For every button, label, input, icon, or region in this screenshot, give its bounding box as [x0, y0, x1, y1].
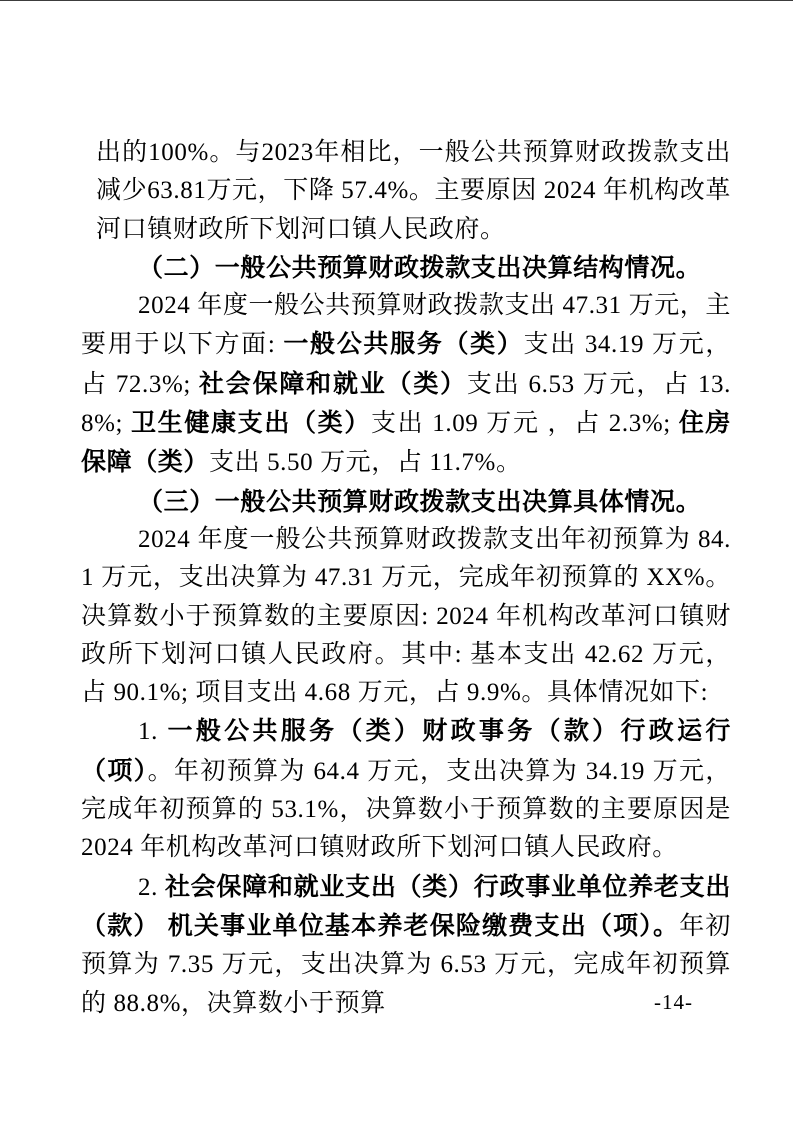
page-number: -14-	[654, 990, 693, 1014]
page-top-edge	[0, 0, 793, 1]
heading-section-2	[81, 249, 731, 287]
text-run: 支出 34.19 万元，占 72.3%;	[81, 331, 731, 398]
bold-text-run: 一般公共服务（类）	[283, 330, 524, 359]
bold-text-run: 卫生健康支出（类）	[131, 409, 371, 438]
para-item-2-social-security-employment	[81, 868, 731, 1023]
para-item-1-general-public-services	[81, 712, 731, 867]
text-run: 支出 1.09 万元 ，占 2.3%;	[371, 410, 679, 438]
para-expenditure-structure	[81, 287, 731, 482]
text-run: 支出 6.53 万元，占 13.8%;	[81, 370, 731, 438]
text-run: 1.	[138, 718, 168, 746]
text-run: 2024 年度一般公共预算财政拨款支出年初预算为 84.1 万元，支出决算为 47.31 万元，完成年初预算的 XX%。决算数小于预算数的主要原因: 2024 年机构改革河口镇财政所下划河口镇人民政府。其中: 基本支出 42.62 万元，占 90.1%; 项目支出 4.68 万元，占 9.9%。具体情况如下:	[81, 525, 731, 707]
bold-text-run: （三）一般公共预算财政拨款支出决算具体情况。	[138, 487, 702, 516]
para-prev-page-continuation	[96, 134, 731, 249]
text-run: 2024 年度一般公共预算财政拨款支出 47.31 万元，主要用于以下方面:	[81, 292, 732, 359]
text-run: 支出 5.50 万元，占 11.7%。	[209, 449, 522, 477]
bold-text-run: （二）一般公共预算财政拨款支出决算结构情况。	[138, 253, 702, 282]
text-run: 2.	[138, 873, 165, 901]
bold-text-run: 一般公共服务（类）财政事务（款）行政运行（项）	[81, 717, 731, 785]
bold-text-run: 社会保障和就业支出（类）行政事业单位养老支出（款） 机关事业单位基本养老保险缴费支出（项）。	[81, 872, 731, 940]
text-run: 出的100%。与2023年相比，一般公共预算财政拨款支出减少63.81万元，下降 57.4%。主要原因 2024 年机构改革河口镇财政所下划河口镇人民政府。	[96, 139, 731, 243]
text-run: 年初预算为 7.35 万元，支出决算为 6.53 万元，完成年初预算的 88.8%，决算数小于预算	[81, 912, 731, 1017]
text-run: 。年初预算为 64.4 万元，支出决算为 34.19 万元，完成年初预算的 53.1%，决算数小于预算数的主要原因是 2024 年机构改革河口镇财政所下划河口镇人民政府。	[81, 757, 731, 862]
bold-text-run: 住房保障（类）	[81, 409, 732, 477]
heading-section-3	[81, 483, 731, 521]
document-body	[81, 134, 731, 1023]
para-budget-vs-final-overview	[81, 521, 731, 712]
bold-text-run: 社会保障和就业（类）	[199, 369, 467, 398]
